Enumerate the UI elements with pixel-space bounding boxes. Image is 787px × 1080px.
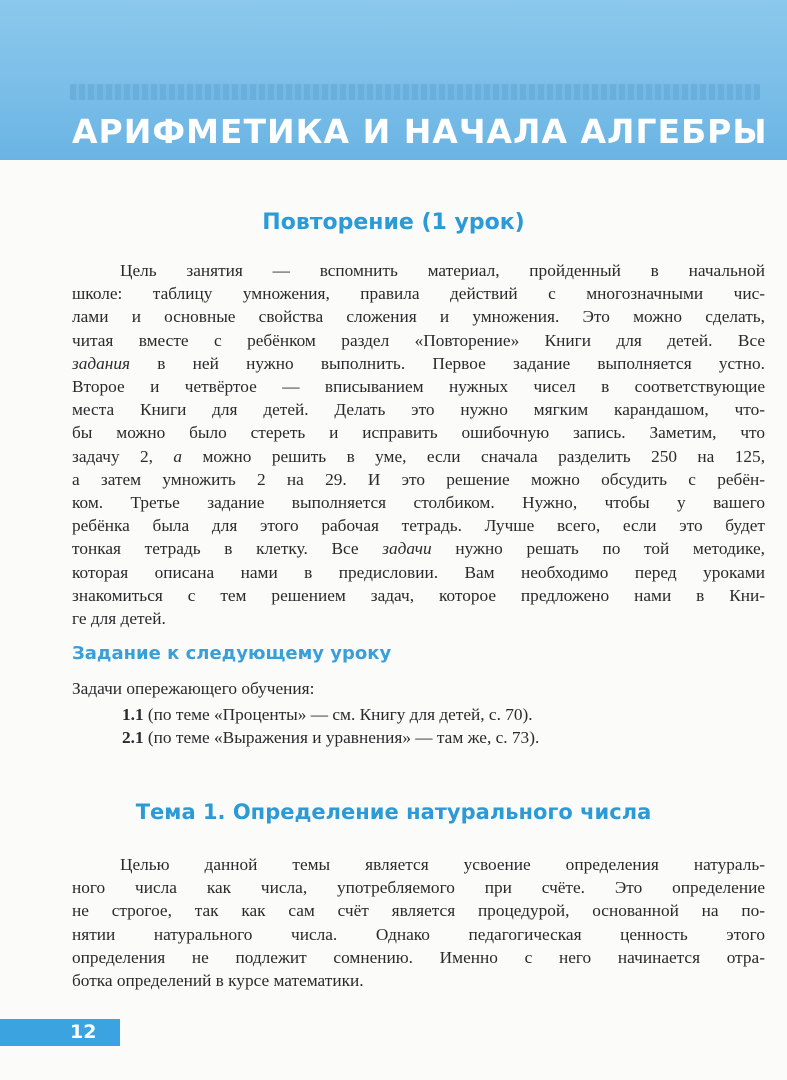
topic-title: Тема 1. Определение натурального числа [135, 800, 652, 824]
paragraph-line: задачу 2, а можно решить в уме, если сначала разделить 250 на 125, [72, 446, 766, 466]
paragraph-line: лами и основные свойства сложения и умножения. Это можно сделать, [72, 307, 765, 327]
paragraph-line: читая вместе с ребёнком раздел «Повторение» Книги для детей. Все [72, 330, 765, 350]
paragraph-line: Второе и четвёртое — вписыванием нужных чисел в соответствующие [72, 377, 765, 397]
task-number: 1.1 [122, 705, 144, 724]
emphasis-text: задания [72, 353, 131, 373]
task-number: 2.1 [122, 728, 144, 747]
paragraph-line: которая описана нами в предисловии. Вам необходимо перед уроками [72, 562, 765, 582]
paragraph-line: ботка определений в курсе математики. [72, 971, 364, 991]
paragraph-line: ного числа как числа, употребляемого при счёте. Это определение [72, 878, 765, 898]
task-text: (по теме «Проценты» — см. Книгу для детей, с. 70). [143, 705, 533, 724]
paragraph-line: бы можно было стереть и исправить ошибочную запись. Заметим, что [72, 423, 765, 443]
paragraph-line: ребёнка была для этого рабочая тетрадь. Лучше всего, если это будет [72, 516, 765, 536]
emphasis-text: а [173, 446, 183, 466]
lesson-paragraph [72, 259, 765, 630]
task-text: (по теме «Выражения и уравнения» — там же, с. 73). [143, 728, 540, 747]
page-number: 12 [70, 1021, 97, 1043]
paragraph-line: Целью данной темы является усвоение определения натураль- [120, 855, 765, 874]
faint-header-text-decoration [70, 84, 760, 100]
emphasis-text: задачи [382, 539, 432, 559]
page-number-tab [0, 1019, 120, 1046]
paragraph-line: задания в ней нужно выполнить. Первое задание выполняется устно. [72, 353, 765, 373]
paragraph-line: тонкая тетрадь в клетку. Все задачи нужно решать по той методике, [72, 539, 765, 559]
chapter-title: АРИФМЕТИКА И НАЧАЛА АЛГЕБРЫ [72, 112, 768, 151]
task-item [122, 726, 539, 749]
paragraph-line: знакомиться с тем решением задач, которое предложено нами в Кни- [72, 585, 765, 605]
task-item [122, 703, 533, 726]
paragraph-line: ком. Третье задание выполняется столбиком. Нужно, чтобы у вашего [72, 493, 765, 513]
lesson-title: Повторение (1 урок) [262, 210, 525, 235]
paragraph-line: ге для детей. [72, 609, 166, 629]
paragraph-line: Цель занятия — вспомнить материал, пройденный в начальной [120, 261, 765, 280]
paragraph-line: не строгое, так как сам счёт является процедурой, основанной на по- [72, 901, 765, 921]
paragraph-line: а затем умножить 2 на 29. И это решение можно обсудить с ребён- [72, 469, 765, 489]
next-lesson-intro: Задачи опережающего обучения: [72, 679, 315, 698]
topic-paragraph [72, 853, 765, 992]
next-lesson-heading: Задание к следующему уроку [72, 643, 392, 664]
paragraph-line: нятии натурального числа. Однако педагогическая ценность этого [72, 924, 765, 944]
paragraph-line: места Книги для детей. Делать это нужно мягким карандашом, что- [72, 400, 765, 420]
paragraph-line: школе: таблицу умножения, правила действий с многозначными чис- [72, 284, 765, 304]
paragraph-line: определения не подлежит сомнению. Именно с него начинается отра- [72, 947, 765, 967]
chapter-header-band [0, 0, 787, 160]
